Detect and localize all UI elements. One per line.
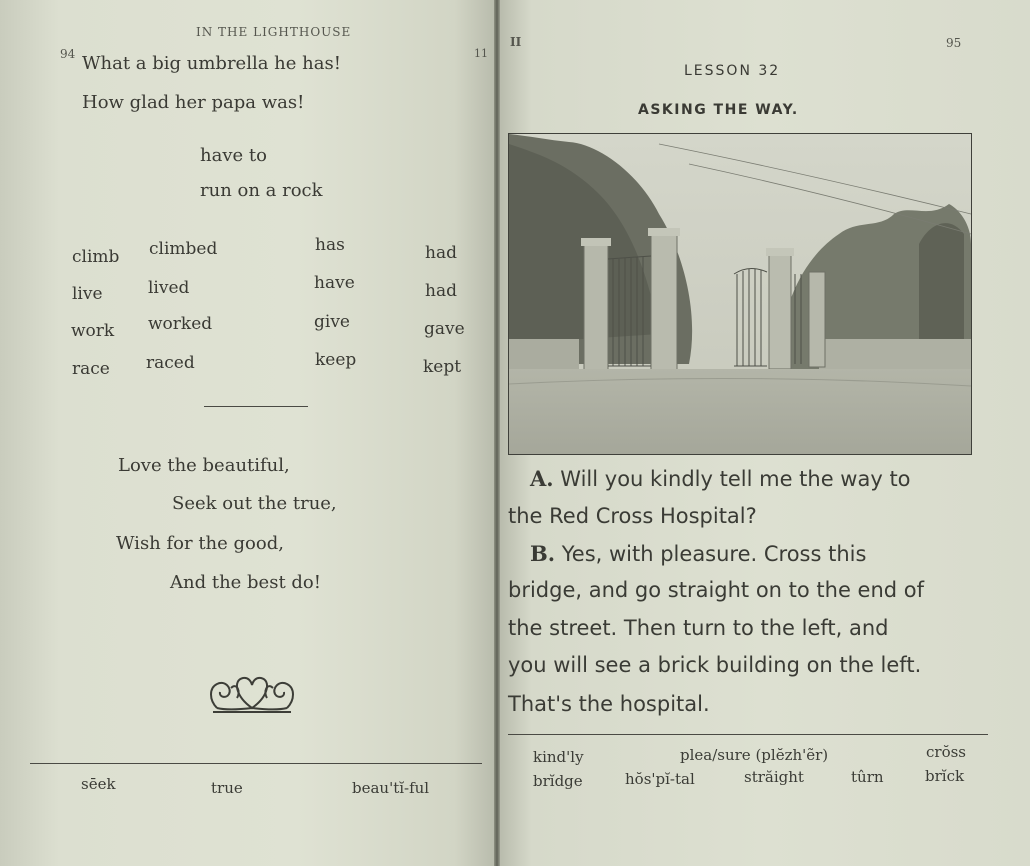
vocab-word: crŏss xyxy=(926,743,966,761)
phrase-run-on-rock: run on a rock xyxy=(200,180,323,201)
speaker-b-label: B. xyxy=(530,541,556,566)
lesson-title: ASKING THE WAY. xyxy=(638,102,799,118)
sentence-papa: How glad her papa was! xyxy=(82,92,305,113)
heart-ornament-icon xyxy=(205,668,299,718)
verb-past: had xyxy=(425,243,457,263)
dialog-line: bridge, and go straight on to the end of xyxy=(508,578,925,602)
left-page xyxy=(0,0,494,866)
vocab-word: brĭck xyxy=(925,767,965,785)
dialog-line: That's the hospital. xyxy=(508,692,710,716)
poem-line: Love the beautiful, xyxy=(118,455,290,476)
verb-past: kept xyxy=(423,357,462,377)
verb-base: race xyxy=(72,359,110,379)
speaker-a-label: A. xyxy=(530,466,554,491)
verb-past: climbed xyxy=(149,239,218,259)
footer-rule-left xyxy=(30,763,482,764)
verb-past: had xyxy=(425,281,457,301)
verb-past: raced xyxy=(146,353,195,373)
vocab-word: kind'ly xyxy=(533,748,584,766)
dialog-line: you will see a brick building on the left. xyxy=(508,653,922,677)
vocab-word: beau'tĭ-ful xyxy=(352,779,430,797)
gate-photograph xyxy=(508,133,972,455)
verb-base: keep xyxy=(315,350,357,370)
dialog-line xyxy=(530,466,911,491)
verb-base: climb xyxy=(72,247,120,267)
vocab-word: tûrn xyxy=(851,768,884,786)
vocab-word: străight xyxy=(744,768,804,786)
verb-past: gave xyxy=(424,319,465,339)
lesson-number: LESSON 32 xyxy=(684,63,781,79)
phrase-have-to: have to xyxy=(200,145,267,166)
section-divider xyxy=(204,406,308,407)
margin-mark-right: II xyxy=(510,35,522,49)
verb-base: give xyxy=(314,312,350,332)
footer-rule-right xyxy=(508,734,988,735)
dialog-text: Yes, with pleasure. Cross this xyxy=(561,542,867,566)
page-number-left: 94 xyxy=(60,47,76,61)
vocab-word: hŏs'pĭ-tal xyxy=(625,770,695,788)
sentence-umbrella: What a big umbrella he has! xyxy=(82,53,341,74)
verb-base: have xyxy=(314,273,355,293)
verb-past: lived xyxy=(148,278,190,298)
running-head: IN THE LIGHTHOUSE xyxy=(196,25,352,39)
poem-line: And the best do! xyxy=(170,572,321,593)
verb-past: worked xyxy=(148,314,213,334)
verb-base: has xyxy=(315,235,345,255)
page-number-right: 95 xyxy=(946,36,962,50)
vocab-word: true xyxy=(211,779,243,797)
dialog-line: the street. Then turn to the left, and xyxy=(508,616,889,640)
vocab-word: sēek xyxy=(81,775,116,793)
verb-base: live xyxy=(72,284,103,304)
dialog-line xyxy=(530,541,866,566)
poem-line: Seek out the true, xyxy=(172,493,337,514)
margin-mark-left: 11 xyxy=(474,47,488,60)
dialog-line: the Red Cross Hospital? xyxy=(508,504,757,528)
verb-base: work xyxy=(71,321,115,341)
dialog-text: Will you kindly tell me the way to xyxy=(560,467,911,491)
vocab-word: plea/sure (plĕzh'ẽr) xyxy=(680,746,829,764)
vocab-word: brĭdge xyxy=(533,772,583,790)
gate-photo-image xyxy=(509,134,971,454)
poem-line: Wish for the good, xyxy=(116,533,284,554)
